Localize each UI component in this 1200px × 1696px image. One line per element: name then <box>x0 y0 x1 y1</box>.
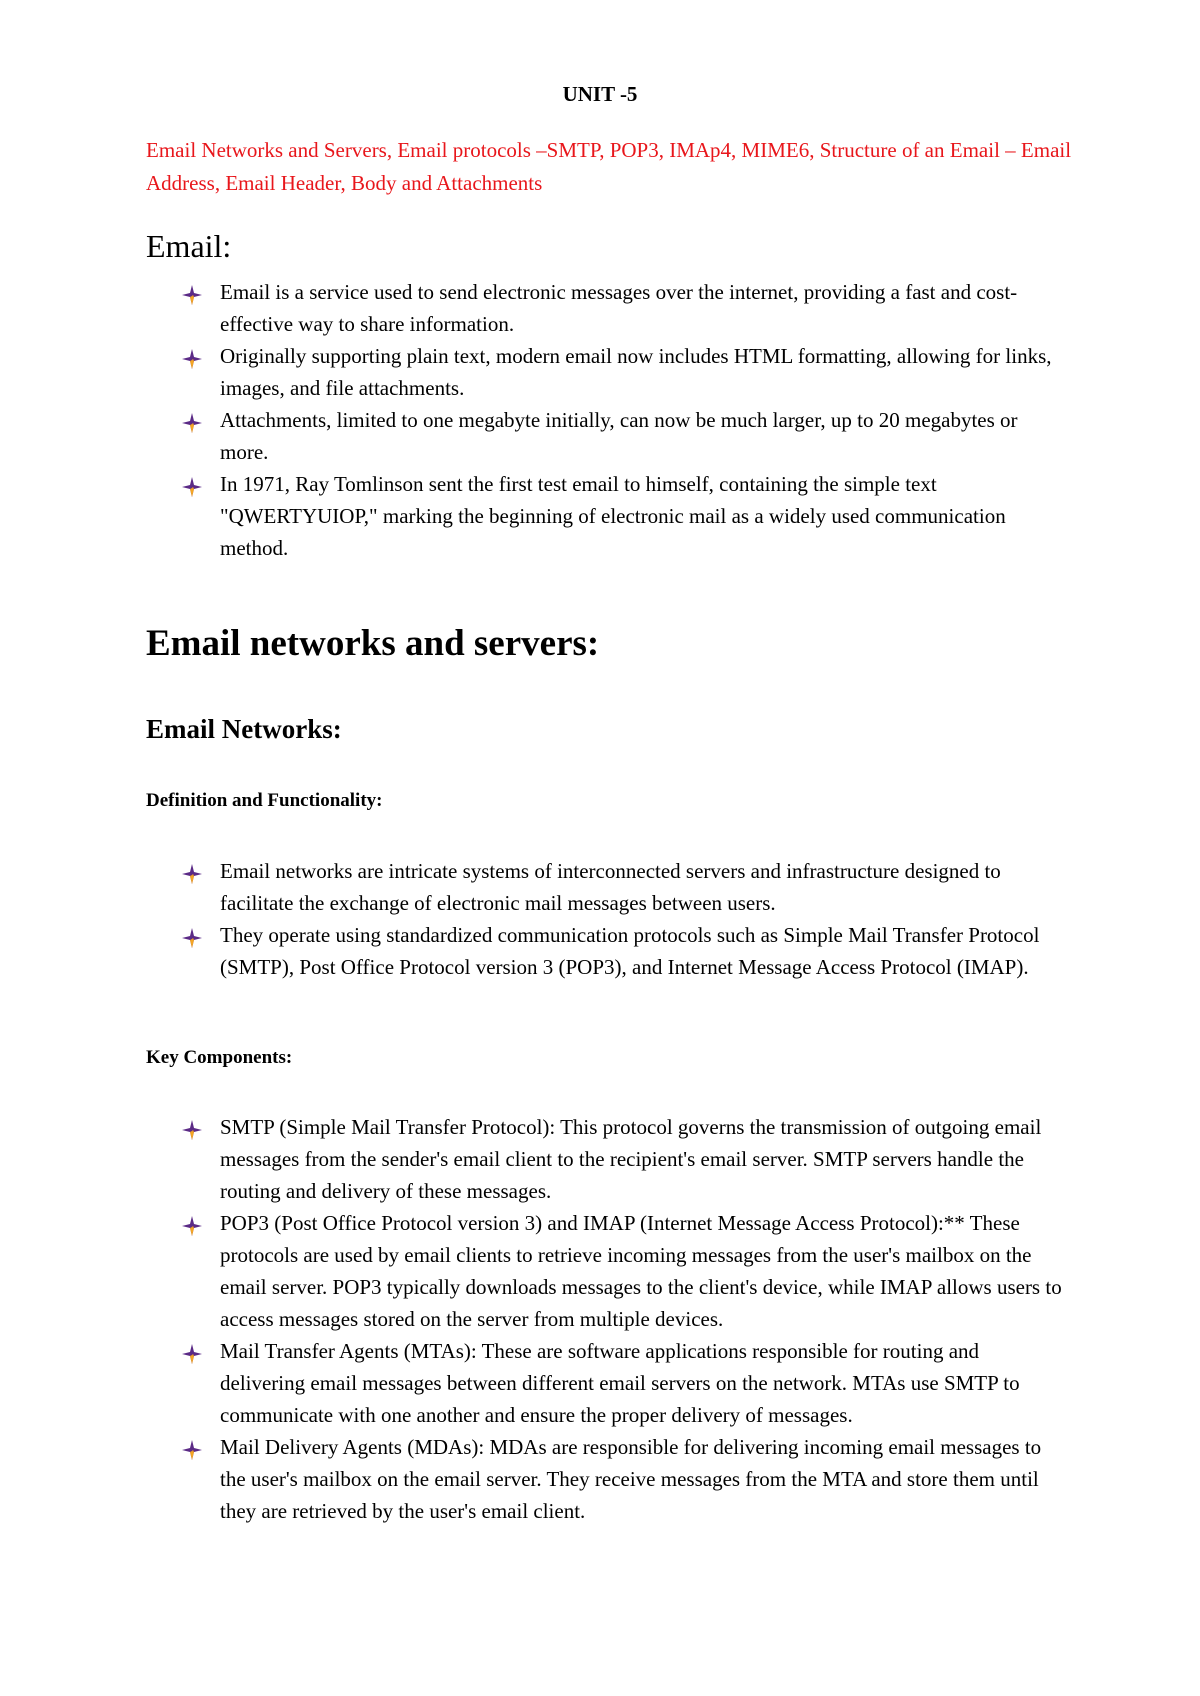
bullet-icon <box>182 474 202 494</box>
email-bullet-list <box>182 276 1062 564</box>
unit-syllabus-intro: Email Networks and Servers, Email protocols –SMTP, POP3, IMAp4, MIME6, Structure of an Email – Email Address, Email Header, Body and Attachments <box>146 138 1072 195</box>
list-item <box>182 276 1062 340</box>
key-components-heading: Key Components: <box>146 1047 293 1068</box>
unit-title: UNIT -5 <box>562 82 638 106</box>
list-item-text: In 1971, Ray Tomlinson sent the first test email to himself, containing the simple text "QWERTYUIOP," marking the beginning of electronic mail as a widely used communication method. <box>220 472 1006 560</box>
bullet-icon <box>182 282 202 302</box>
list-item <box>182 855 1062 919</box>
bullet-icon <box>182 410 202 430</box>
bullet-icon <box>182 925 202 945</box>
bullet-icon <box>182 1213 202 1233</box>
list-item <box>182 1111 1062 1207</box>
list-item <box>182 468 1062 564</box>
key-components-bullet-list <box>182 1111 1062 1527</box>
list-item-text: SMTP (Simple Mail Transfer Protocol): This protocol governs the transmission of outgoing email messages from the sender's email client to the recipient's email server. SMTP servers handle the routing and delivery of these messages. <box>220 1115 1042 1203</box>
email-networks-and-servers-heading: Email networks and servers: <box>146 623 600 664</box>
bullet-icon <box>182 1437 202 1457</box>
list-item-text: Mail Transfer Agents (MTAs): These are software applications responsible for routing and delivering email messages between different email servers on the network. MTAs use SMTP to communicate with one another and ensure the proper delivery of messages. <box>220 1339 1020 1427</box>
bullet-icon <box>182 1117 202 1137</box>
list-item-text: Email networks are intricate systems of interconnected servers and infrastructure designed to facilitate the exchange of electronic mail messages between users. <box>220 859 1001 915</box>
list-item <box>182 404 1062 468</box>
definition-heading: Definition and Functionality: <box>146 790 383 811</box>
bullet-icon <box>182 346 202 366</box>
email-heading: Email: <box>146 228 232 264</box>
bullet-icon <box>182 1341 202 1361</box>
list-item-text: POP3 (Post Office Protocol version 3) and IMAP (Internet Message Access Protocol):** These protocols are used by email clients to retrieve incoming messages from the user's mailbox on the email server. POP3 typically downloads messages to the client's device, while IMAP allows users to access messages stored on the server from multiple devices. <box>220 1211 1062 1331</box>
email-networks-heading: Email Networks: <box>146 714 342 744</box>
list-item <box>182 1335 1062 1431</box>
list-item-text: They operate using standardized communication protocols such as Simple Mail Transfer Protocol (SMTP), Post Office Protocol version 3 (POP3), and Internet Message Access Protocol (IMAP). <box>220 923 1040 979</box>
list-item-text: Mail Delivery Agents (MDAs): MDAs are responsible for delivering incoming email messages to the user's mailbox on the email server. They receive messages from the MTA and store them until they are retrieved by the user's email client. <box>220 1435 1042 1523</box>
list-item <box>182 1207 1062 1335</box>
list-item-text: Attachments, limited to one megabyte initially, can now be much larger, up to 20 megabytes or more. <box>220 408 1018 464</box>
definition-bullet-list <box>182 855 1062 983</box>
list-item-text: Email is a service used to send electronic messages over the internet, providing a fast and cost-effective way to share information. <box>220 280 1018 336</box>
list-item <box>182 340 1062 404</box>
list-item-text: Originally supporting plain text, modern email now includes HTML formatting, allowing for links, images, and file attachments. <box>220 344 1052 400</box>
list-item <box>182 1431 1062 1527</box>
bullet-icon <box>182 861 202 881</box>
list-item <box>182 919 1062 983</box>
